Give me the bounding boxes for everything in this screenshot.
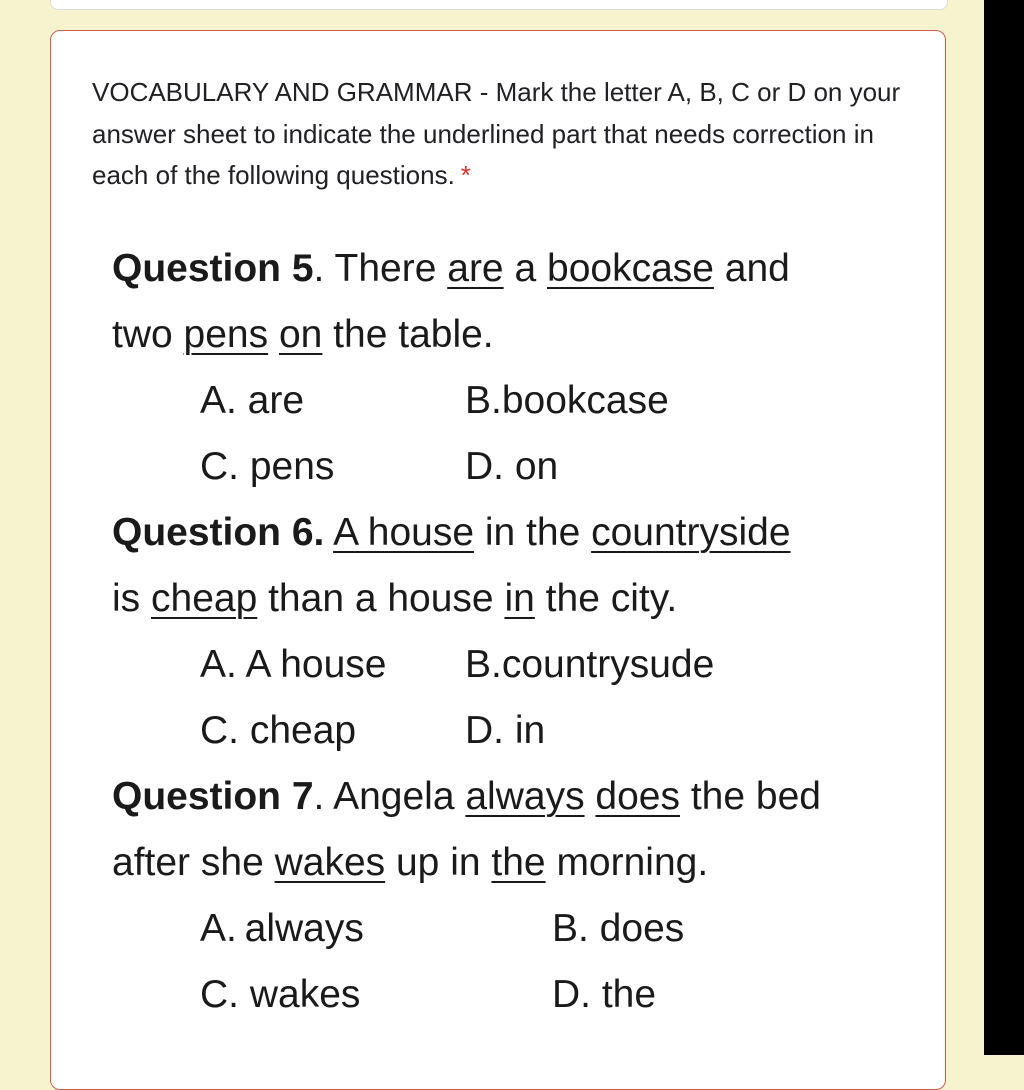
question-6-option-d: D. in — [465, 709, 546, 752]
text-segment: after she — [112, 841, 275, 884]
required-asterisk: * — [460, 160, 471, 190]
question-7-option-b: B. does — [552, 907, 685, 950]
underlined-part: in — [504, 577, 535, 620]
text-segment: the bed — [680, 775, 821, 818]
question-7-line-2 — [112, 838, 708, 888]
question-5-option-d: D. on — [465, 445, 559, 488]
text-segment: morning. — [545, 841, 709, 884]
prompt-text: VOCABULARY AND GRAMMAR - Mark the letter A, B, C or D on your answer sheet to indicate the underlined part that needs correction in each of the following questions. — [92, 77, 901, 190]
question-7-label-punct: . — [313, 775, 325, 818]
underlined-part: are — [447, 247, 504, 290]
text-segment: than a house — [257, 577, 505, 620]
question-7-label: Question 7 — [112, 775, 314, 818]
underlined-part: on — [278, 313, 323, 356]
text-segment — [268, 313, 279, 356]
question-prompt — [92, 72, 912, 197]
text-segment: a — [503, 247, 547, 290]
underlined-part: A house — [333, 511, 475, 554]
text-segment: is — [112, 577, 151, 620]
question-5-label: Question 5 — [112, 247, 314, 290]
text-segment — [585, 775, 596, 818]
text-segment: the city. — [534, 577, 678, 620]
question-5-option-b: B.bookcase — [465, 379, 669, 422]
question-7-option-a: A. always — [200, 907, 364, 950]
question-6-option-b: B.countrysude — [465, 643, 715, 686]
question-5-line-1 — [112, 244, 790, 294]
question-6-label: Question 6. — [112, 511, 325, 554]
text-segment — [324, 511, 333, 554]
text-segment: and — [713, 247, 790, 290]
underlined-part: the — [491, 841, 546, 884]
underlined-part: always — [465, 775, 585, 818]
question-5-line-2 — [112, 310, 494, 360]
question-6-option-c: C. cheap — [200, 709, 357, 752]
question-5-label-punct: . — [313, 247, 325, 290]
previous-question-card — [50, 0, 948, 10]
text-segment: in the — [474, 511, 592, 554]
underlined-part: wakes — [274, 841, 386, 884]
text-segment: There — [324, 247, 448, 290]
question-5-option-a: A. are — [200, 379, 305, 422]
text-segment: the table. — [322, 313, 494, 356]
question-6-line-2 — [112, 574, 677, 624]
underlined-part: bookcase — [547, 247, 714, 290]
text-segment: Angela — [324, 775, 466, 818]
text-segment: up in — [385, 841, 492, 884]
question-7-option-c: C. wakes — [200, 973, 361, 1016]
question-7-line-1 — [112, 772, 821, 822]
question-6-option-a: A. A house — [200, 643, 387, 686]
underlined-part: does — [595, 775, 680, 818]
text-segment: two — [112, 313, 184, 356]
question-7-option-d: D. the — [552, 973, 657, 1016]
underlined-part: countryside — [591, 511, 791, 554]
underlined-part: cheap — [151, 577, 258, 620]
question-5-option-c: C. pens — [200, 445, 335, 488]
underlined-part: pens — [183, 313, 269, 356]
screen-edge-bar — [984, 0, 1024, 1055]
question-6-line-1 — [112, 508, 791, 558]
